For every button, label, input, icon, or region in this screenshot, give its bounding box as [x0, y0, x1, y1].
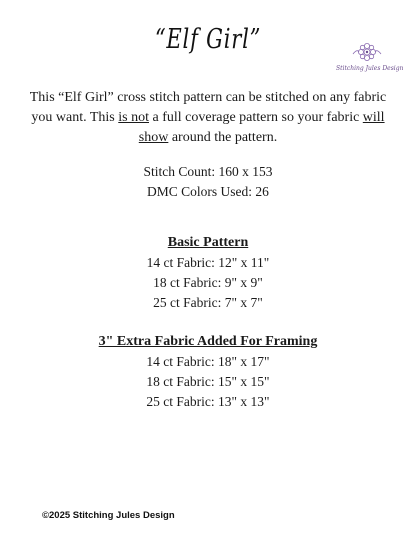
intro-text-1: This “Elf Girl” cross stitch pattern can be stitched on any fabric you want. This — [29, 90, 387, 125]
pattern-stats — [0, 162, 416, 202]
intro-paragraph — [28, 88, 388, 148]
framing-size-25ct: 25 ct Fabric: 13" x 13" — [146, 394, 270, 409]
basic-pattern-heading: Basic Pattern — [167, 235, 249, 250]
framing-heading: 3" Extra Fabric Added For Framing — [98, 334, 318, 349]
basic-size-25ct: 25 ct Fabric: 7" x 7" — [153, 295, 263, 310]
logo-text: Stitching Jules Design — [336, 65, 404, 72]
copyright-footer: ©2025 Stitching Jules Design — [42, 510, 175, 521]
basic-size-14ct: 14 ct Fabric: 12" x 11" — [146, 255, 270, 270]
intro-underline-is-not: is not — [118, 110, 149, 125]
intro-text-3: around the pattern. — [168, 130, 278, 145]
page-title: “Elf Girl” — [154, 24, 262, 56]
stitch-count: Stitch Count: 160 x 153 — [143, 164, 273, 179]
intro-underline-will-show: will show — [138, 110, 385, 145]
dmc-colors-used: DMC Colors Used: 26 — [147, 184, 269, 199]
brand-logo — [336, 40, 404, 76]
framing-size-18ct: 18 ct Fabric: 15" x 15" — [146, 374, 270, 389]
framing-section — [0, 332, 416, 412]
intro-text-2: a full coverage pattern so your fabric — [149, 110, 363, 125]
basic-pattern-section — [0, 233, 416, 313]
basic-size-18ct: 18 ct Fabric: 9" x 9" — [153, 275, 263, 290]
framing-size-14ct: 14 ct Fabric: 18" x 17" — [146, 354, 270, 369]
flower-icon — [350, 40, 384, 64]
